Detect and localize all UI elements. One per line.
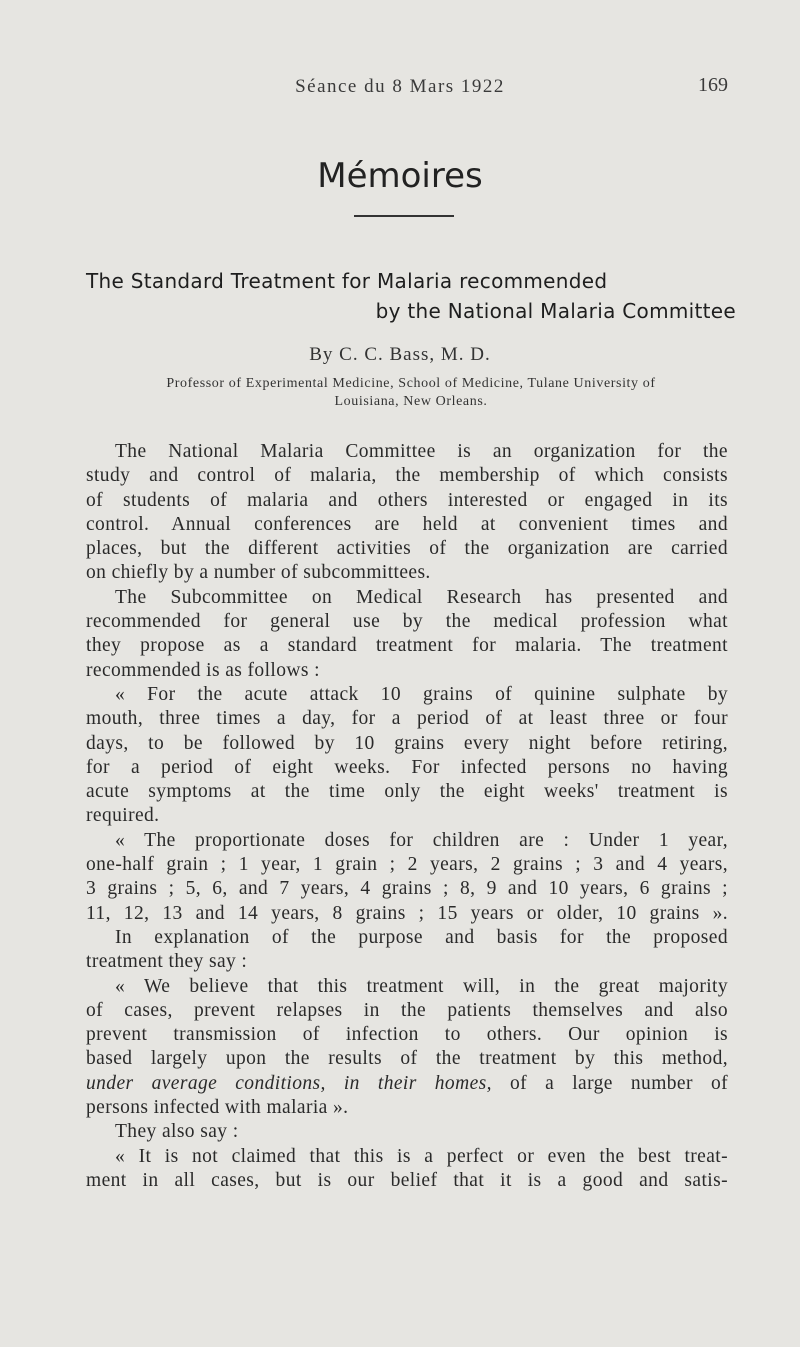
body-line: of cases, prevent relapses in the patients themselves and also: [86, 999, 728, 1021]
body-line: required.: [86, 805, 160, 827]
affiliation-line-1: Professor of Experimental Medicine, School of Medicine, Tulane University of: [166, 376, 656, 391]
body-line: prevent transmission of infection to others. Our opinion is: [86, 1024, 728, 1046]
body-line: days, to be followed by 10 grains every night before retiring,: [86, 732, 728, 754]
body-line: 11, 12, 13 and 14 years, 8 grains ; 15 years or older, 10 grains ».: [86, 902, 728, 924]
body-line: The National Malaria Committee is an organization for the: [115, 441, 728, 462]
body-line: mouth, three times a day, for a period of at least three or four: [86, 708, 728, 730]
body-line: based largely upon the results of the treatment by this method,: [86, 1048, 728, 1070]
body-line: 3 grains ; 5, 6, and 7 years, 4 grains ; 8, 9 and 10 years, 6 grains ;: [86, 878, 728, 900]
body-line: treatment they say :: [86, 951, 248, 973]
article-title: [86, 266, 736, 326]
body-line: persons infected with malaria ».: [86, 1097, 349, 1119]
body-line: places, but the different activities of the organization are carried: [86, 538, 728, 560]
body-line: on chiefly by a number of subcommittees.: [86, 562, 431, 584]
body-line: They also say :: [115, 1121, 239, 1143]
body-line-tail: of a large number of: [509, 1072, 728, 1094]
body-line-with-italic: [86, 1072, 728, 1096]
body-line: they propose as a standard treatment for malaria. The treatment: [86, 635, 728, 657]
body-line: « The proportionate doses for children are : Under 1 year,: [115, 829, 728, 851]
body-text: [86, 440, 728, 1193]
body-line: The Subcommittee on Medical Research has presented and: [115, 586, 728, 608]
body-line: of students of malaria and others interested or engaged in its: [86, 489, 728, 511]
body-line: ment in all cases, but is our belief that it is a good and satis-: [86, 1169, 728, 1191]
body-line: recommended for general use by the medical profession what: [86, 611, 728, 633]
body-line: study and control of malaria, the membership of which consists: [86, 465, 728, 487]
article-title-line-2: by the National Malaria Committee: [375, 299, 736, 323]
article-title-line-1: The Standard Treatment for Malaria recommended: [86, 269, 608, 293]
body-line: « It is not claimed that this is a perfect or even the best treat-: [115, 1145, 728, 1167]
author-affiliation: [86, 375, 736, 411]
running-head: Séance du 8 Mars 1922: [295, 76, 505, 97]
body-line: In explanation of the purpose and basis for the proposed: [115, 926, 728, 948]
page-number: 169: [698, 74, 728, 96]
italic-phrase: under average conditions, in their homes,: [86, 1072, 492, 1094]
byline: By C. C. Bass, M. D.: [309, 344, 491, 365]
body-line: for a period of eight weeks. For infected persons no having: [86, 756, 728, 778]
body-line: one-half grain ; 1 year, 1 grain ; 2 years, 2 grains ; 3 and 4 years,: [86, 854, 728, 876]
section-title: Mémoires: [317, 156, 483, 196]
body-line: acute symptoms at the time only the eight weeks' treatment is: [86, 781, 728, 803]
title-rule: [354, 215, 454, 217]
body-line: control. Annual conferences are held at convenient times and: [86, 513, 728, 535]
body-line: « We believe that this treatment will, in the great majority: [115, 975, 728, 997]
body-line: recommended is as follows :: [86, 659, 320, 681]
body-line: « For the acute attack 10 grains of quinine sulphate by: [115, 683, 728, 705]
affiliation-line-2: Louisiana, New Orleans.: [334, 394, 488, 409]
